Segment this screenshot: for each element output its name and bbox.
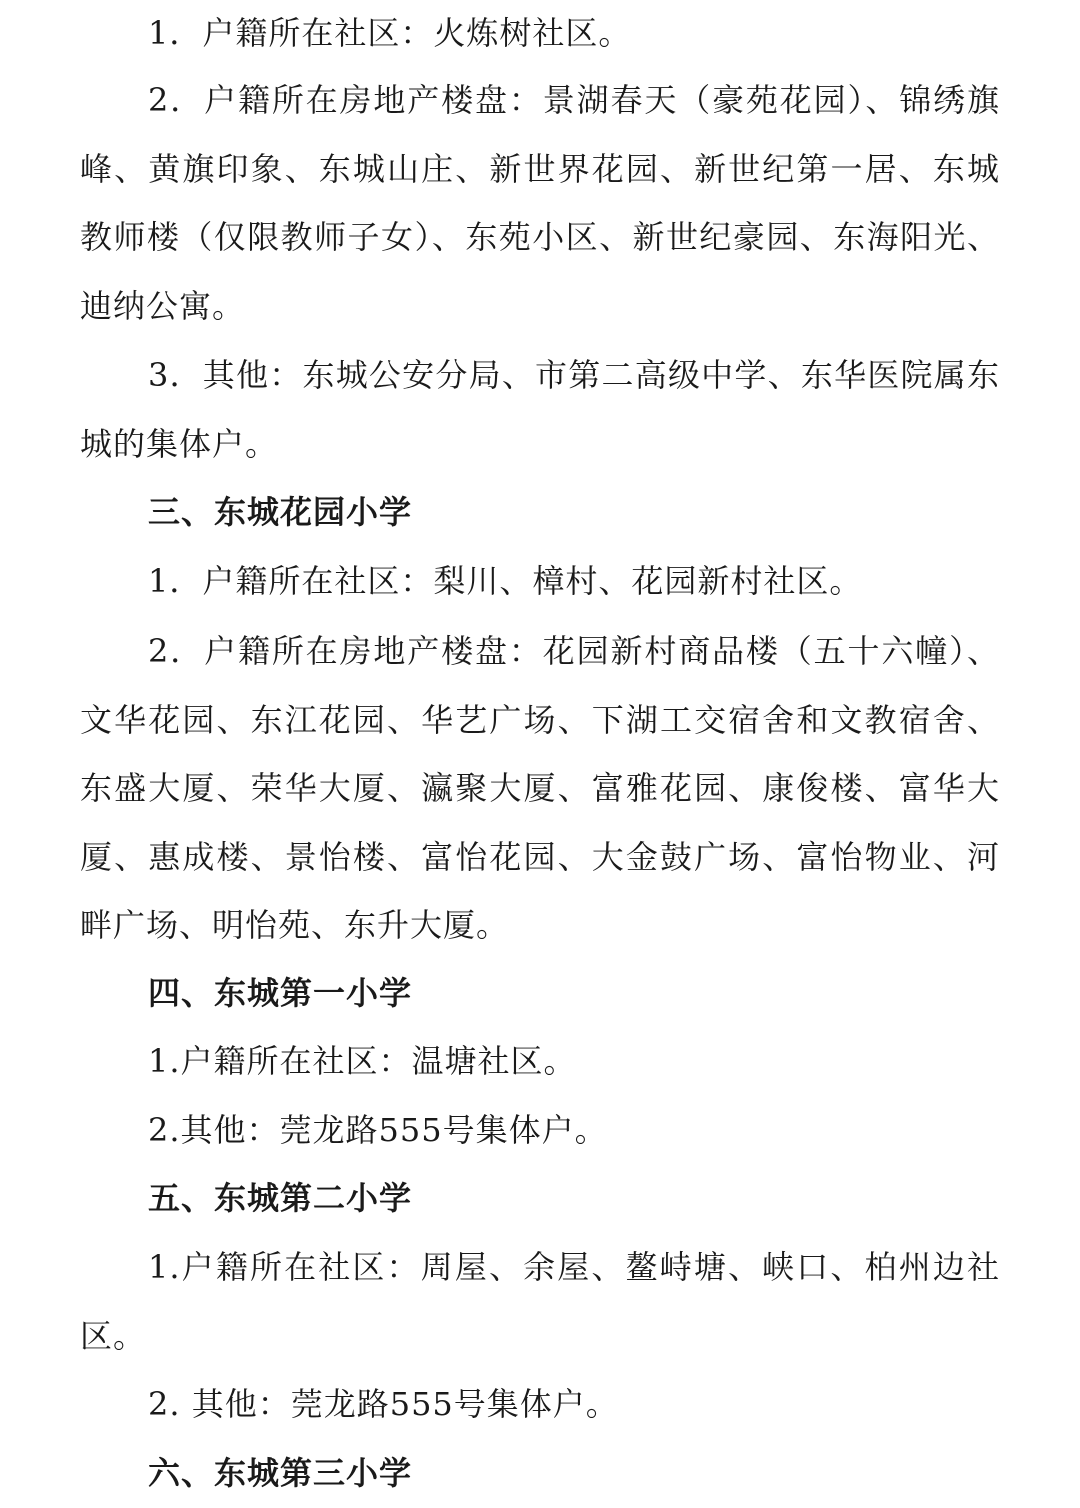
section-heading-4: 四、东城第一小学	[148, 974, 413, 1012]
section-heading-5: 五、东城第二小学	[148, 1179, 413, 1217]
paragraph-5-1: 1.户籍所在社区：周屋、余屋、鳌峙塘、峡口、柏州边社区。	[80, 1248, 1000, 1355]
paragraph-3-2: 2．户籍所在房地产楼盘：花园新村商品楼（五十六幢）、文华花园、东江花园、华艺广场、下湖工交宿舍和文教宿舍、东盛大厦、荣华大厦、瀛聚大厦、富雅花园、康俊楼、富华大厦、惠成楼、景怡楼、富怡花园、大金鼓广场、富怡物业、河畔广场、明怡苑、东升大厦。	[80, 632, 1000, 944]
section-heading-3: 三、东城花园小学	[148, 493, 413, 531]
section-heading-6: 六、东城第三小学	[148, 1454, 413, 1492]
paragraph-3-1: 1．户籍所在社区：梨川、樟村、花园新村社区。	[148, 562, 863, 600]
paragraph-1-1: 1．户籍所在社区：火炼树社区。	[148, 14, 632, 52]
paragraph-5-2: 2. 其他：莞龙路555号集体户。	[148, 1385, 619, 1423]
paragraph-1-2: 2．户籍所在房地产楼盘：景湖春天（豪苑花园）、锦绣旗峰、黄旗印象、东城山庄、新世界花园、新世纪第一居、东城教师楼（仅限教师子女）、东苑小区、新世纪豪园、东海阳光、迪纳公寓。	[80, 81, 1000, 325]
paragraph-1-3: 3．其他：东城公安分局、市第二高级中学、东华医院属东城的集体户。	[80, 356, 1000, 463]
paragraph-4-1: 1.户籍所在社区：温塘社区。	[148, 1042, 577, 1080]
paragraph-4-2: 2.其他：莞龙路555号集体户。	[148, 1111, 608, 1149]
